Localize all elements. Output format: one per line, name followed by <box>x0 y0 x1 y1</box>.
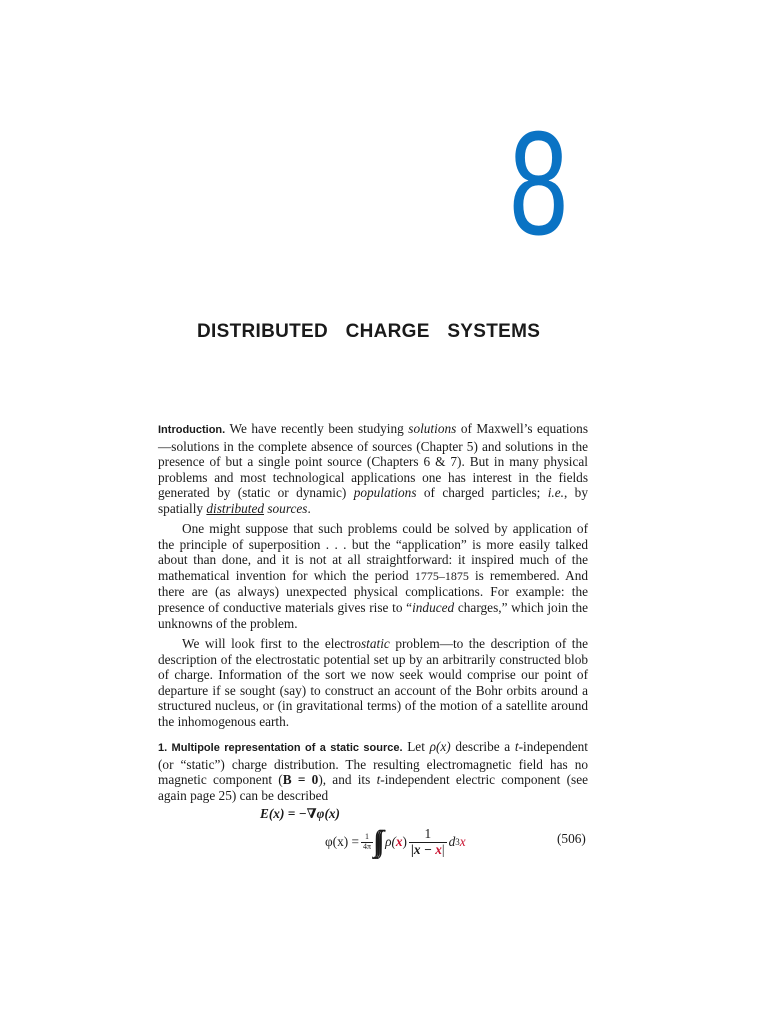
equation-rho-close: ) <box>402 834 407 849</box>
kernel-den-source-x: x <box>435 841 442 857</box>
intro-paragraph <box>158 421 588 517</box>
prefactor-numerator: 1 <box>365 831 370 841</box>
section-1-rho: ρ(x) <box>429 739 451 754</box>
para2-text-b: is remembered. And there are (as always) unexpected physical complications. For example: the presence of conductive materials gives rise to “ <box>158 567 588 615</box>
section-1-heading: 1. Multipole representation of a static source. <box>158 742 403 754</box>
kernel-denominator <box>409 842 447 858</box>
equation-cube: 3 <box>455 837 460 847</box>
intro-runin: Introduction. <box>158 424 226 436</box>
section-1-text-a: Let <box>407 739 425 754</box>
equation-number: (506) <box>557 831 586 846</box>
paragraph-electrostatic <box>158 636 588 730</box>
equation-field-gradient <box>260 806 340 822</box>
intro-em-distributed: distributed <box>206 500 265 516</box>
equation-lhs: φ(x) = <box>325 834 360 849</box>
section-1-paragraph <box>158 739 588 803</box>
para2-years: 1775–1875 <box>414 568 469 583</box>
chapter-title: DISTRIBUTED CHARGE SYSTEMS <box>197 321 541 342</box>
equation-d: d <box>448 834 456 849</box>
section-1-text-c: -independent (or “static”) charge distribution. The resulting electromagnetic field has no magnetic component ( <box>158 739 588 788</box>
section-1-t-2: t <box>376 772 381 788</box>
para2-text-c: charges,” which join the unknowns of the problem. <box>158 599 588 631</box>
chapter-number: 8 <box>509 101 569 266</box>
section-1-text-e: -independent electric component (see again page 25) can be described <box>158 772 589 803</box>
intro-em-solutions: solutions <box>408 421 457 436</box>
equation-prefactor <box>361 833 373 852</box>
equation-kernel-fraction <box>409 827 447 857</box>
kernel-den-a: |x − <box>410 841 436 857</box>
equation-potential <box>325 822 466 862</box>
intro-em-populations: populations <box>353 485 417 501</box>
section-1-b-zero: B = 0 <box>282 772 319 788</box>
section-1-t: t <box>514 739 519 754</box>
para2-text-a: One might suppose that such problems could be solved by application of the principle of superposition . . . but the “application” is more easily talked about than done, and it is not at all straightforward: it inspired much of the mathematical invention for which the period <box>158 521 588 583</box>
prefactor-denominator: 4π <box>363 841 372 851</box>
equation-rho: ρ( <box>385 834 396 849</box>
kernel-numerator: 1 <box>424 825 432 841</box>
intro-text-6: . <box>307 500 311 516</box>
intro-em-sources: sources <box>267 500 308 516</box>
intro-text-2: of Maxwell’s equations —solutions in the complete absence of sources (Chapter 5) and solutions in the presence of but a single point source (Chapters 6 & 7). But in many physical problems and most technological applications one has interest in the fields generated by (static or dynamic) <box>158 421 589 501</box>
intro-text-3: of charged particles; <box>423 485 541 501</box>
kernel-den-b: | <box>441 841 445 857</box>
intro-text-1: We have recently been studying <box>229 421 404 436</box>
para3-text-b: problem—to the description of the description of the electrostatic potential set up by an arbitrarily constructed blob of charge. Information of the sort we now seek would comprise our point of departure if se sought (say) to construct an account of the Bohr orbits around a structured nucleus, or (in gravitational terms) of the motion of a satellite around the inhomogenous earth. <box>158 636 589 729</box>
section-1-text-d: ), and its <box>318 772 371 788</box>
equation-line-1: E(x) = −∇φ(x) <box>260 806 340 821</box>
equation-source-x: x <box>395 834 403 849</box>
equation-d3-x: x <box>459 834 466 849</box>
para2-em-induced: induced <box>412 599 455 615</box>
para3-em-static: static <box>361 636 390 651</box>
intro-em-ie: i.e. <box>547 485 564 501</box>
section-1-text-b: describe a <box>455 739 511 754</box>
para3-text-a: We will look first to the electro <box>182 636 361 651</box>
intro-text-4: , by spatially <box>158 485 588 516</box>
paragraph-superposition <box>158 521 588 631</box>
